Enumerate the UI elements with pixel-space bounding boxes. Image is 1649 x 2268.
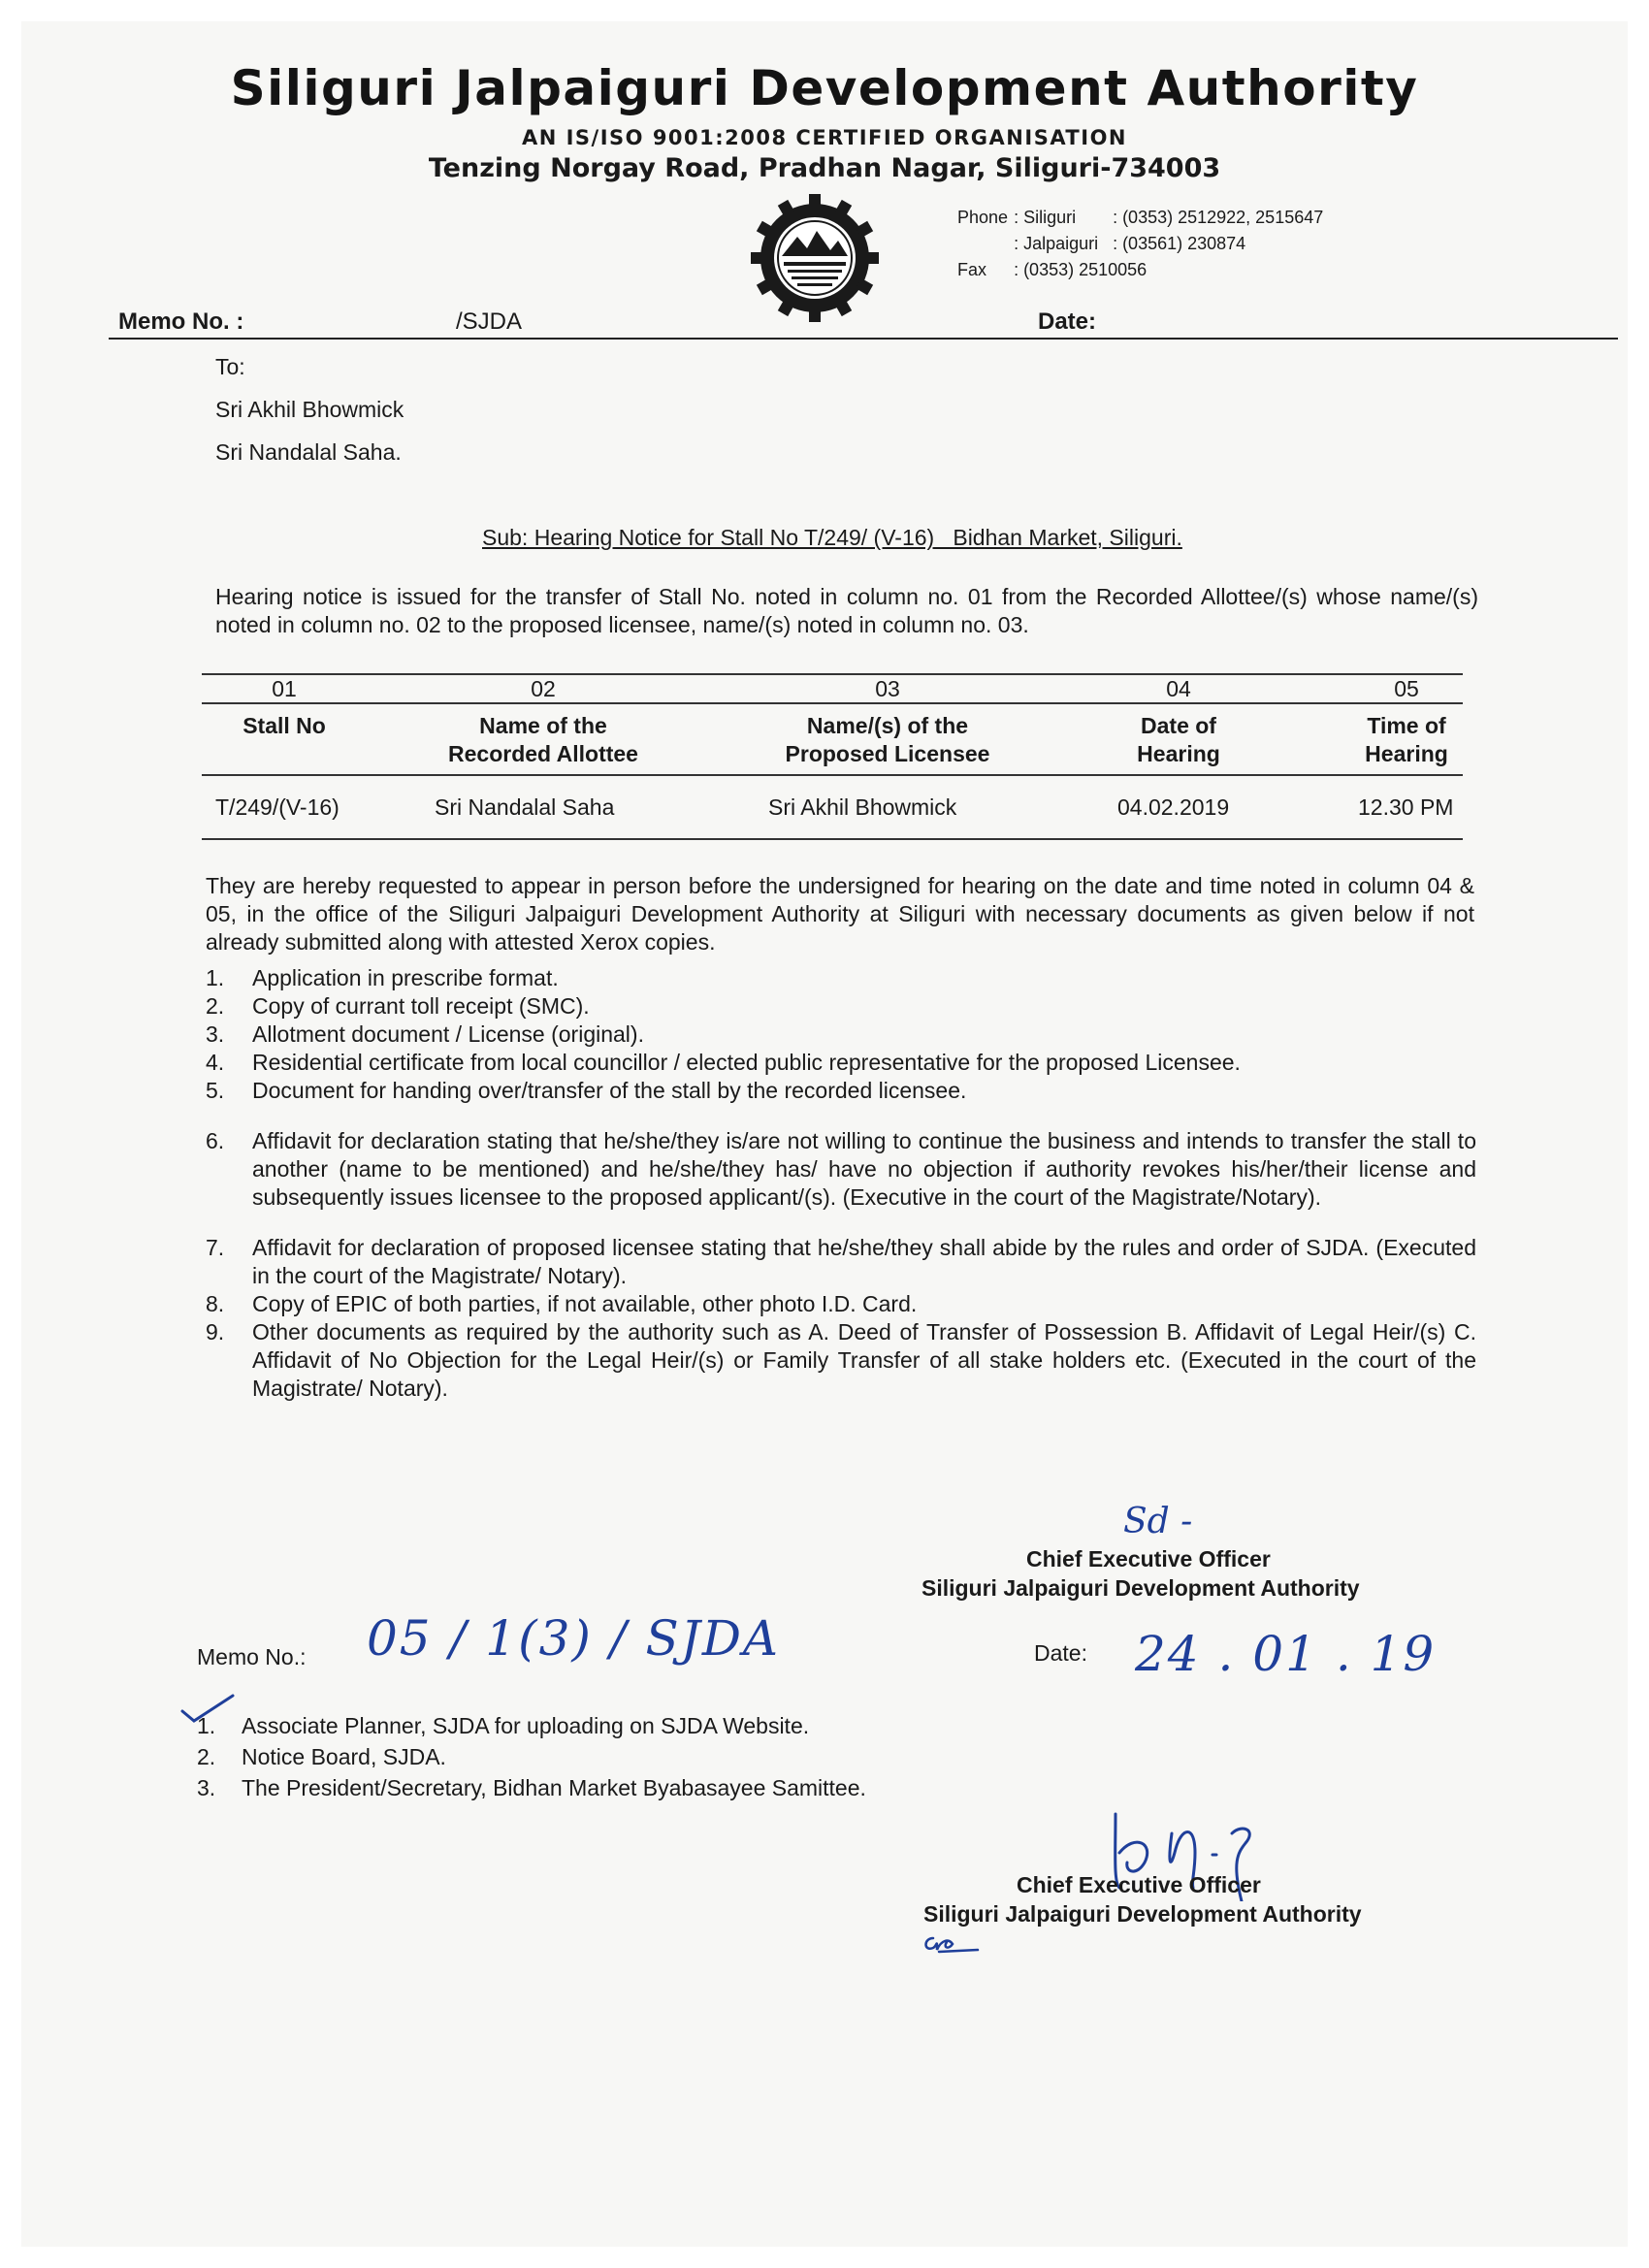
memo-label-bottom: Memo No.: [197,1644,307,1669]
cell-stall-no: T/249/(V-16) [215,794,340,820]
list-item: 9. Other documents as required by the authority such as A. Deed of Transfer of Possession B. Affidavit of Legal Heir/(s) C. Affidavit of No Objection for the Legal Heir/(s) or Family Transfer of all stake holders etc. (Executed in the court of the Magistrate/ Notary). [206,1319,1476,1401]
header-divider [109,338,1618,340]
signature2-title: Chief Executive Officer [1017,1872,1261,1897]
contact-details [955,204,1329,284]
initials-mark-icon [920,1930,982,1958]
list-item: 6. Affidavit for declaration stating that he/she/they is/are not willing to continue the business and intends to transfer the stall to another (name to be mentioned) and he/she/they has/ have no objection if authority revokes his/her/their license and subsequently issues licensee to the proposed applicant/(s). (Executive in the court of the Magistrate/Notary). [206,1128,1476,1210]
date-label-top: Date: [1038,308,1097,335]
fax-number: : (0353) 2510056 [1014,260,1148,279]
list-item: 1. Associate Planner, SJDA for uploading on SJDA Website. [197,1713,810,1738]
list-item: 4. Residential certificate from local councillor / elected public representative for the proposed Licensee. [206,1050,1241,1075]
request-paragraph: They are hereby requested to appear in person before the undersigned for hearing on the date and time noted in column 04 & 05, in the office of the Siliguri Jalpaiguri Development Authority at Siliguri with necessary documents as given below if not already submitted along with attested Xerox copies. [206,873,1474,955]
date-label-bottom: Date: [1034,1640,1087,1666]
signature1-title: Chief Executive Officer [1026,1546,1271,1571]
col-num-03: 03 [875,676,900,701]
subject-line: Sub: Hearing Notice for Stall No T/249/ (V-16) Bidhan Market, Siliguri. [482,525,1182,550]
signature2-org: Siliguri Jalpaiguri Development Authority [923,1901,1362,1927]
recipient-1: Sri Akhil Bhowmick [215,397,404,422]
col-num-01: 01 [272,676,297,701]
list-item: 3. Allotment document / License (original). [206,1021,644,1047]
memo-number-handwritten: 05 / 1(3) / SJDA [367,1610,781,1667]
certification-line: AN IS/ISO 9001:2008 CERTIFIED ORGANISATION [521,126,1128,149]
memo-label-top: Memo No. : [118,308,244,335]
header-time-of-hearing: Time of Hearing [1365,713,1448,766]
cell-hearing-time: 12.30 PM [1358,794,1454,820]
table-header-rule [202,774,1463,776]
sjda-emblem-icon [749,192,881,324]
cell-hearing-date: 04.02.2019 [1117,794,1230,820]
copies-list [197,1710,866,1803]
col-num-04: 04 [1166,676,1191,701]
col-num-05: 05 [1394,676,1419,701]
col-num-02: 02 [531,676,556,701]
cell-recorded-allottee: Sri Nandalal Saha [435,794,615,820]
siliguri-phone: : (0353) 2512922, 2515647 [1113,208,1324,227]
list-item: 2. Notice Board, SJDA. [197,1744,446,1769]
list-item: 1. Application in prescribe format. [206,965,559,990]
fax-label: Fax [957,260,987,279]
date-handwritten: 24 . 01 . 19 [1135,1626,1437,1682]
jalpaiguri-phone: : (03561) 230874 [1113,234,1246,253]
siliguri-label: : Siliguri [1014,208,1077,227]
memo-suffix-top: /SJDA [456,308,523,335]
org-title: Siliguri Jalpaiguri Development Authority [230,60,1419,116]
list-item: 8. Copy of EPIC of both parties, if not available, other photo I.D. Card. [206,1291,918,1316]
list-item: 3. The President/Secretary, Bidhan Market Byabasayee Samittee. [197,1775,866,1800]
signature1-org: Siliguri Jalpaiguri Development Authority [922,1575,1360,1601]
sd-handwritten: Sd - [1123,1502,1193,1541]
documents-list [206,964,1476,1403]
intro-paragraph: Hearing notice is issued for the transfer of Stall No. noted in column no. 01 from the Recorded Allottee/(s) whose name/(s) noted in column no. 02 to the proposed licensee, name/(s) noted in column no. 03. [215,584,1478,637]
phone-label: Phone [957,208,1009,227]
header-proposed-licensee: Name/(s) of the Proposed Licensee [785,713,990,766]
header-date-of-hearing: Date of Hearing [1137,713,1220,766]
address-line: Tenzing Norgay Road, Pradhan Nagar, Siliguri-734003 [428,153,1221,183]
list-item: 5. Document for handing over/transfer of the stall by the recorded licensee. [206,1078,967,1103]
list-item: 7. Affidavit for declaration of proposed licensee stating that he/she/they shall abide by the rules and order of SJDA. (Executed in the court of the Magistrate/ Notary). [206,1235,1476,1288]
list-item: 2. Copy of currant toll receipt (SMC). [206,993,590,1019]
header-stall-no: Stall No [242,713,326,738]
recipient-2: Sri Nandalal Saha. [215,439,402,465]
table-bottom-rule [202,838,1463,840]
header-recorded-allottee: Name of the Recorded Allottee [448,713,638,766]
cell-proposed-licensee: Sri Akhil Bhowmick [768,794,957,820]
to-label: To: [215,354,245,379]
jalpaiguri-label: : Jalpaiguri [1014,234,1099,253]
